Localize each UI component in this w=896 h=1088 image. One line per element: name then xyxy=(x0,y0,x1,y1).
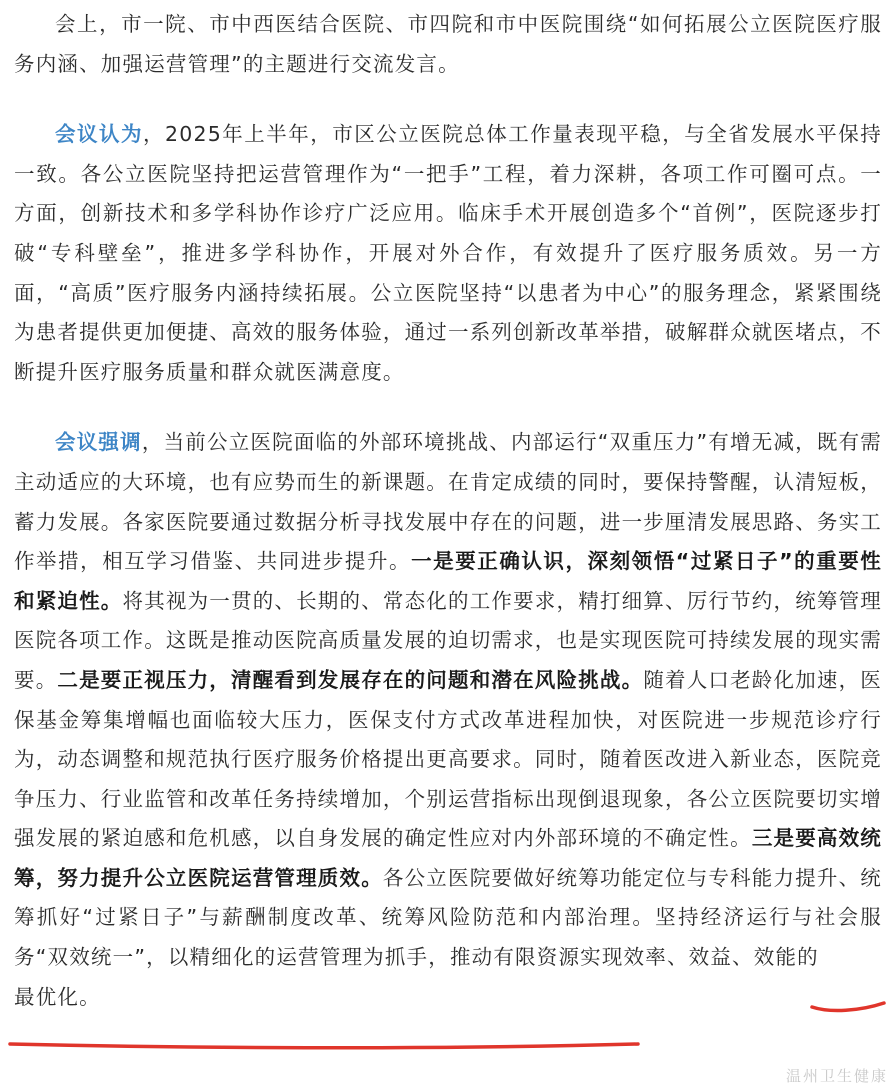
paragraph-text: 各公立医院要做好统筹功能定位与专科能力提升、统筹抓好“过紧日子”与薪酬制度改革、统筹风险防范和内部治理。坚持经济运行与社会服务“双效统一”，以精细化的运营管理为抓手，推动有限资源实现效率、效益、效能的 xyxy=(14,865,883,970)
watermark: 温州卫生健康 xyxy=(785,1067,888,1085)
red-underline-stroke-2 xyxy=(10,1044,638,1048)
paragraph-text: ，当前公立医院面临的外部环境挑战、内部运行“双重压力”有增无减，既有需主动适应的大环境，也有应势而生的新课题。在肯定成绩的同时，要保持警醒，认清短板，蓄力发展。各家医院要通过数据分析寻找发展中存在的问题，进一步厘清发展思路、务实工作举措，相互学习借鉴、共同进步提升。 xyxy=(14,430,882,574)
paragraph-meeting-view xyxy=(14,115,882,392)
paragraph-text: 随着人口老龄化加速，医保基金筹集增幅也面临较大压力，医保支付方式改革进程加快，对医院进一步规范诊疗行为，动态调整和规范执行医疗服务价格提出更高要求。同时，随着医改进入新业态，医院竞争压力、行业监管和改革任务持续增加，个别运营指标出现倒退现象，各公立医院要切实增强发展的紧迫感和危机感，以自身发展的确定性应对内外部环境的不确定性。 xyxy=(14,667,883,851)
paragraph-meeting-exchange xyxy=(14,5,882,84)
paragraph-text: 会上，市一院、市中西医结合医院、市四院和市中医院围绕“如何拓展公立医院医疗服务内涵、加强运营管理”的主题进行交流发言。 xyxy=(14,12,882,76)
key-point-one: 一是要正确认识，深刻领悟“过紧日子”的重要性和紧迫性。 xyxy=(14,549,882,613)
paragraph-meeting-emphasis xyxy=(14,423,882,977)
paragraph-text: 将其视为一贯的、长期的、常态化的工作要求，精打细算、厉行节约，统筹管理医院各项工作。这既是推动医院高质量发展的迫切需求，也是实现医院可持续发展的现实需要。 xyxy=(14,588,882,692)
paragraph-text: ，2025年上半年，市区公立医院总体工作量表现平稳，与全省发展水平保持一致。各公立医院坚持把运营管理作为“一把手”工程，着力深耕，各项工作可圈可点。一方面，创新技术和多学科协作诊疗广泛应用。临床手术开展创造多个“首例”，医院逐步打破“专科壁垒”，推进多学科协作，开展对外合作，有效提升了医疗服务质效。另一方面，“高质”医疗服务内涵持续拓展。公立医院坚持“以患者为中心”的服务理念，紧紧围绕为患者提供更加便捷、高效的服务体验，通过一系列创新改革举措，破解群众就医堵点，不断提升医疗服务质量和群众就医满意度。 xyxy=(14,122,882,384)
key-point-three: 三是要高效统筹，努力提升公立医院运营管理质效。 xyxy=(14,826,883,890)
paragraph-text: 最优化。 xyxy=(14,984,101,1009)
key-point-two: 二是要正视压力，清醒看到发展存在的问题和潜在风险挑战。 xyxy=(57,667,644,692)
paragraph-lead: 会议强调 xyxy=(55,430,142,455)
paragraph-lead: 会议认为 xyxy=(55,122,144,147)
paragraph-last-line xyxy=(14,978,882,1018)
article-body xyxy=(14,0,882,1017)
